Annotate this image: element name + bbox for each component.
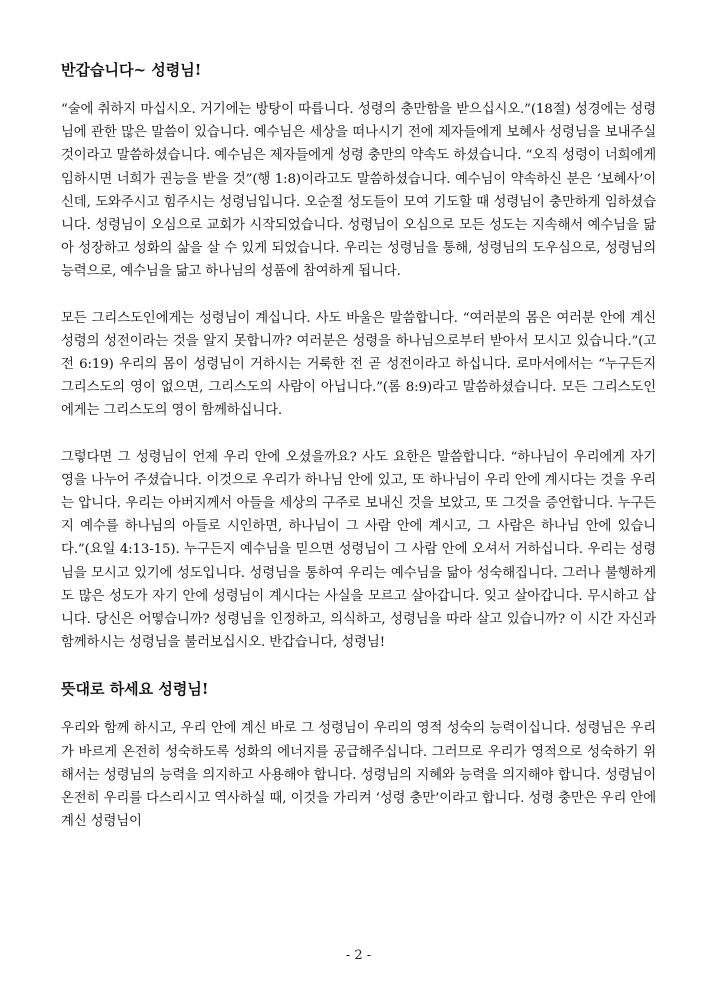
section-heading-submission: 뜻대로 하세요 성령님! [61, 680, 209, 699]
paragraph-temple: 모든 그리스도인에게는 성령님이 계십니다. 사도 바울은 말씀합니다. “여러분의 몸은 여러분 안에 계신 성령의 성전이라는 것을 알지 못합니까? 여러분은 성령을 하나님으로부터 받아서 모시고 있습니다.”(고전 6:19) 우리의 몸이 성령님이 거하시는 거룩한 전 곧 성전이라고 하십니다. 로마서에서는 “누구든지 그리스도의 영이 없으면, 그리스도의 사람이 아닙니다.”(롬 8:9)라고 말씀하셨습니다. 모든 그리스도인에게는 그리스도의 영이 함께하십니다. [61, 310, 656, 419]
paragraph-maturity: 우리와 함께 하시고, 우리 안에 계신 바로 그 성령님이 우리의 영적 성숙의 능력이십니다. 성령님은 우리가 바르게 온전히 성숙하도록 성화의 에너지를 공급해주십니다. 그러므로 우리가 영적으로 성숙하기 위해서는 성령님의 능력을 의지하고 사용해야 합니다. 성령님의 지혜와 능력을 의지해야 합니다. 성령님이 온전히 우리를 다스리시고 역사하실 때, 이것을 가리켜 ‘성령 충만’이라고 합니다. 성령 충만은 우리 안에 계신 성령님이 [61, 721, 656, 830]
paragraph-indwelling: 그렇다면 그 성령님이 언제 우리 안에 오셨을까요? 사도 요한은 말씀합니다. “하나님이 우리에게 자기 영을 나누어 주셨습니다. 이것으로 우리가 하나님 안에 있고, 또 하나님이 우리 안에 계시다는 것을 우리는 압니다. 우리는 아버지께서 아들을 세상의 구주로 보내신 것을 보았고, 또 그것을 증언합니다. 누구든지 예수를 하나님의 아들로 시인하면, 하나님이 그 사람 안에 계시고, 그 사람은 하나님 안에 있습니다.”(요일 4:13-15). 누구든지 예수님을 믿으면 성령님이 그 사람 안에 오셔서 거하십니다. 우리는 성령님을 모시고 있기에 성도입니다. 성령님을 통하여 우리는 예수님을 닮아 성숙해집니다. 그러나 불행하게도 많은 성도가 자기 안에 성령님이 계시다는 사실을 모르고 살아갑니다. 잊고 살아갑니다. 무시하고 삽니다. 당신은 어떻습니까? 성령님을 인정하고, 의식하고, 성령님을 따라 살고 있습니까? 이 시간 자신과 함께하시는 성령님을 불러보십시오. 반갑습니다, 성령님! [61, 449, 656, 651]
document-page [61, 58, 656, 856]
page-number: - 2 - [345, 948, 372, 963]
section-heading-greeting: 반갑습니다~ 성령님! [61, 61, 202, 79]
paragraph-filling-promise: “술에 취하지 마십시오. 거기에는 방탕이 따릅니다. 성령의 충만함을 받으십시오.”(18절) 성경에는 성령님에 관한 많은 말씀이 있습니다. 예수님은 세상을 떠나시기 전에 제자들에게 보혜사 성령님을 보내주실 것이라고 말씀하셨습니다. 예수님은 제자들에게 성령 충만의 약속도 하셨습니다. “오직 성령이 너희에게 임하시면 너희가 권능을 받을 것”(행 1:8)이라고도 말씀하셨습니다. 예수님이 약속하신 분은 ‘보혜사’이신데, 도와주시고 힘주시는 성령님입니다. 오순절 성도들이 모여 기도할 때 성령님이 충만하게 임하셨습니다. 성령님이 오심으로 교회가 시작되었습니다. 성령님이 오심으로 모든 성도는 지속해서 예수님을 닮아 성장하고 성화의 삶을 살 수 있게 되었습니다. 우리는 성령님을 통해, 성령님의 도우심으로, 성령님의 능력으로, 예수님을 닮고 하나님의 성품에 참여하게 됩니다. [61, 102, 656, 280]
